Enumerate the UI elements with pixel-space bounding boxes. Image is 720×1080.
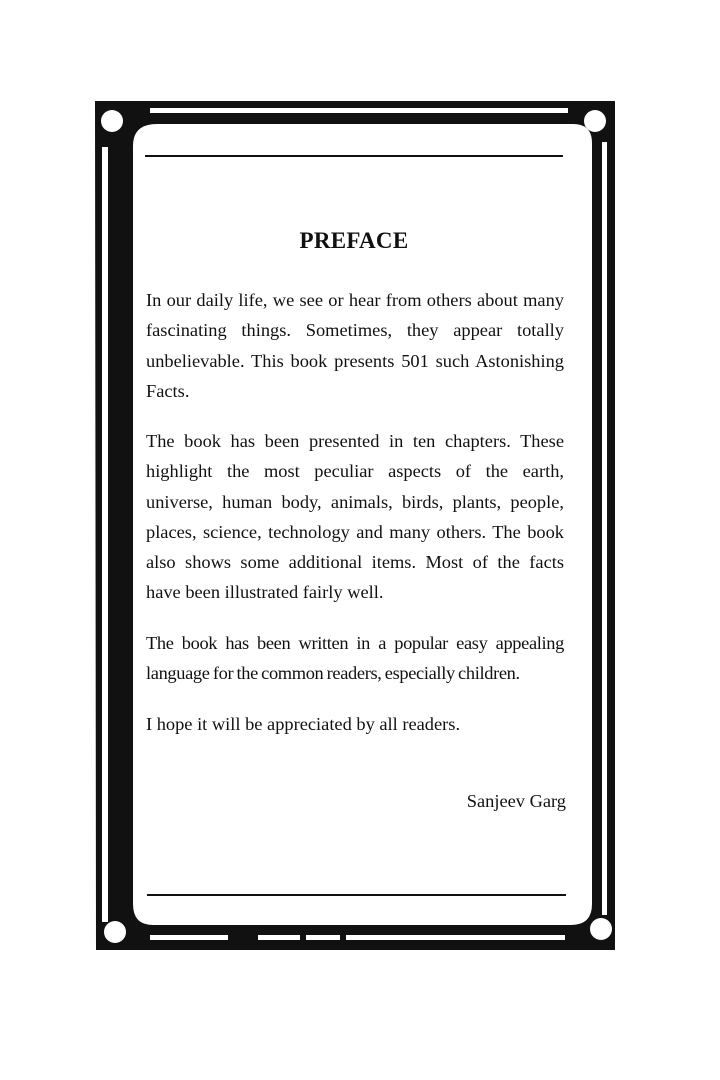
page-title: PREFACE (299, 228, 409, 253)
corner-circle-top-right (584, 110, 606, 132)
preface-paragraph-4: I hope it will be appreciated by all readers. (146, 714, 461, 734)
corner-circle-bottom-left (104, 921, 126, 943)
preface-paragraph-1: In our daily life, we see or hear from others about many fascinating things. Sometimes, they appear totally unbelievable. This book presents 501 such Astonishing Facts. (146, 290, 564, 401)
corner-circle-bottom-right (590, 918, 612, 940)
author-signature: Sanjeev Garg (466, 791, 566, 811)
corner-circle-top-left (101, 110, 123, 132)
top-horizontal-rule (145, 155, 563, 157)
bottom-horizontal-rule (147, 894, 566, 896)
preface-paragraph-3: The book has been written in a popular easy appealing language for the common readers, especially children. (146, 633, 564, 684)
preface-paragraph-2: The book has been presented in ten chapters. These highlight the most peculiar aspects of the earth, universe, human body, animals, birds, plants, people, places, science, technology and many others. The book also shows some additional items. Most of the facts have been illustrated fairly well. (146, 431, 564, 603)
